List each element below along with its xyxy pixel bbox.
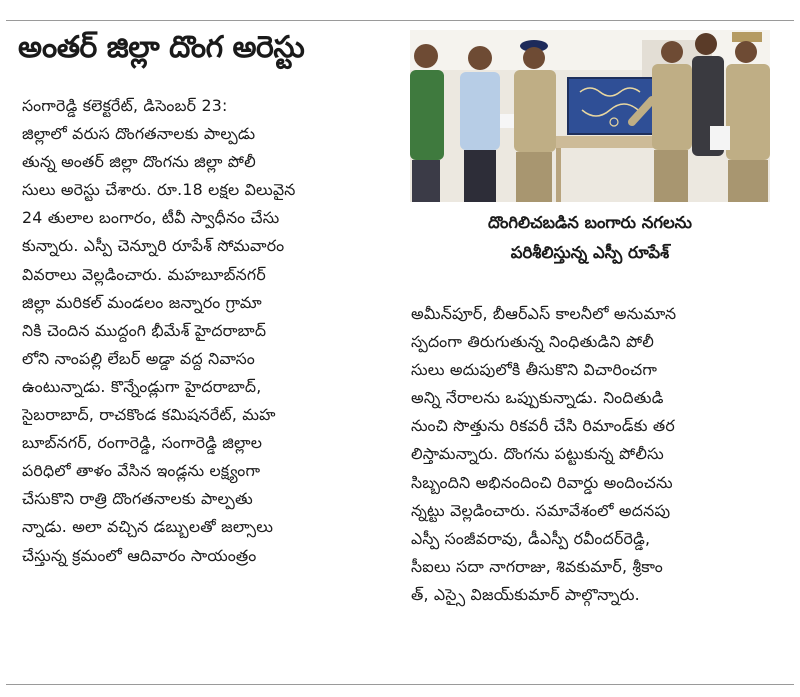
body-line: సీఐలు సదా నాగరాజు, శివకుమార్, శ్రీకాం	[411, 556, 664, 576]
headline: అంతర్ జిల్లా దొంగ అరెస్టు	[18, 30, 305, 65]
body-line: కున్నారు. ఎస్పీ చెన్నూరి రూపేశ్ సోమవారం	[22, 236, 285, 256]
body-line: పరిధిలో తాళం వేసిన ఇండ్లను లక్ష్యంగా	[22, 461, 261, 481]
caption-line: దొంగిలిచబడిన బంగారు నగలను	[488, 213, 692, 232]
body-line: చేస్తున్న క్రమంలో ఆదివారం సాయంత్రం	[22, 545, 257, 565]
right-column	[411, 300, 775, 609]
left-column	[22, 92, 392, 570]
body-line: సైబరాబాద్, రాచకొండ కమిషనరేట్, మహ	[22, 405, 276, 425]
body-line: లిస్తామన్నారు. దొంగను పట్టుకున్న పోలీసు	[411, 444, 664, 464]
body-line: స్పదంగా తిరుగుతున్న నింధితుడిని పోలీ	[411, 332, 655, 352]
body-line: సిబ్బందిని అభినందించి రివార్డు అందించను	[411, 472, 673, 492]
body-line: అమీన్‌పూర్, బీఆర్ఎస్ కాలనీలో అనుమాన	[411, 304, 677, 323]
body-line: న్నాడు. అలా వచ్చిన డబ్బులతో జల్సాలు	[22, 517, 274, 537]
body-line: లోని నాంపల్లి లేబర్ అడ్డా వద్ద నివాసం	[22, 348, 255, 368]
body-line: అన్ని నేరాలను ఒప్పుకున్నాడు. నిందితుడి	[411, 388, 664, 408]
body-line: చేసుకొని రాత్రి దొంగతనాలకు పాల్పతు	[22, 489, 253, 509]
body-line: త్, ఎస్సై విజయ్‌కుమార్ పాల్గొన్నారు.	[411, 584, 640, 604]
top-rule	[6, 20, 794, 21]
caption-line: పరిశీలిస్తున్న ఎస్పీ రూపేశ్	[510, 243, 670, 262]
bottom-rule	[6, 684, 794, 685]
body-line: ఉంటున్నాడు. కొన్నేండ్లుగా హైదరాబాద్,	[22, 376, 262, 396]
body-line: జిల్లాలో వరుస దొంగతనాలకు పాల్పడు	[22, 124, 256, 144]
news-photo	[410, 30, 770, 202]
body-line: సులు అదుపులోకి తీసుకొని విచారించగా	[411, 360, 658, 380]
body-line: జిల్లా మరికల్ మండలం జన్నారం గ్రామా	[22, 292, 262, 312]
body-line: తున్న అంతర్ జిల్లా దొంగను జిల్లా పోలీ	[22, 152, 256, 172]
body-line: ఎస్పీ సంజీవరావు, డీఎస్పీ రవీందర్‌రెడ్డి,	[411, 528, 651, 548]
body-line: వివరాలు వెల్లడించారు. మహబూబ్‌నగర్	[22, 264, 266, 284]
body-line: నికి చెందిన ముద్దంగి భీమేశ్ హైదరాబాద్	[22, 320, 267, 340]
body-line: సంగారెడ్డి కలెక్టరేట్, డిసెంబర్ 23:	[22, 96, 228, 115]
body-line: సులు అరెస్టు చేశారు. రూ.18 లక్షల విలువైన	[22, 180, 296, 200]
photo-caption	[410, 208, 770, 268]
body-line: బూబ్‌నగర్, రంగారెడ్డి, సంగారెడ్డి జిల్లాల	[22, 433, 263, 453]
body-line: 24 తులాల బంగారం, టీవీ స్వాధీనం చేసు	[22, 208, 280, 228]
body-line: నుంచి సొత్తును రికవరీ చేసి రిమాండ్‌కు తర	[411, 416, 675, 436]
body-line: న్నట్టు వెల్లడించారు. సమావేశంలో అదనపు	[411, 500, 671, 520]
photo-illustration	[410, 30, 770, 202]
